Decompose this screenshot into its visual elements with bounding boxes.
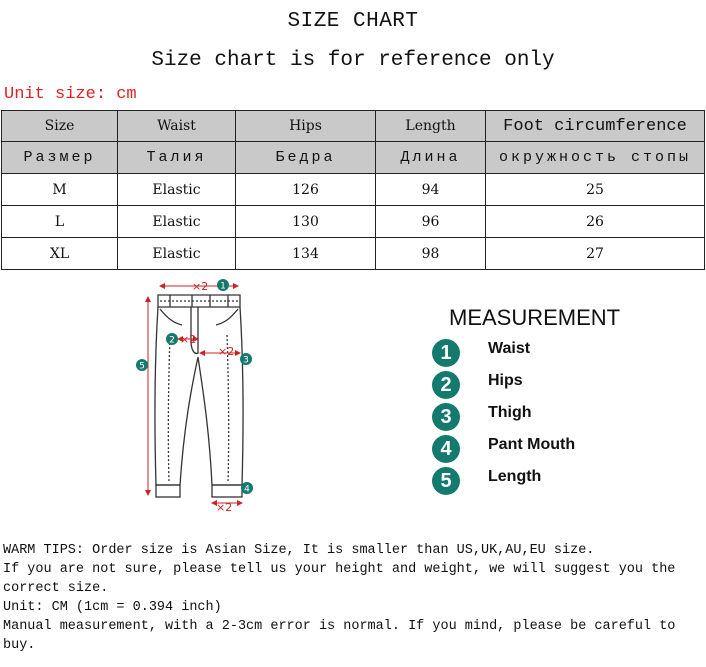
waist-x2-label: ×2 bbox=[192, 280, 209, 293]
table-row bbox=[2, 206, 705, 238]
header-foot: Foot circumference bbox=[486, 111, 705, 142]
measurement-label: Length bbox=[488, 468, 542, 485]
table-header-row-ru bbox=[2, 142, 705, 174]
svg-text:3: 3 bbox=[243, 355, 249, 366]
measurement-label: Pant Mouth bbox=[488, 436, 576, 453]
cell-waist: Elastic bbox=[118, 174, 236, 206]
cell-hips: 130 bbox=[236, 206, 376, 238]
header-hips-ru: Бедра bbox=[236, 142, 376, 174]
cell-hips: 134 bbox=[236, 238, 376, 270]
tip-line: Manual measurement, with a 2-3cm error is normal. If you mind, please be careful to buy. bbox=[3, 619, 676, 653]
svg-text:2: 2 bbox=[169, 335, 175, 346]
header-hips: Hips bbox=[236, 111, 376, 142]
cell-size: L bbox=[2, 206, 118, 238]
cell-length: 96 bbox=[376, 206, 486, 238]
hips-x2-label: ×2 bbox=[180, 333, 197, 346]
unit-label: Unit size: cm bbox=[4, 85, 137, 104]
header-length-ru: Длина bbox=[376, 142, 486, 174]
cell-foot: 25 bbox=[486, 174, 705, 206]
cell-length: 98 bbox=[376, 238, 486, 270]
svg-text:5: 5 bbox=[139, 361, 145, 372]
measurement-item bbox=[432, 339, 531, 367]
number-badge: 5 bbox=[432, 467, 460, 495]
page-title: SIZE CHART bbox=[287, 10, 419, 33]
cell-hips: 126 bbox=[236, 174, 376, 206]
cell-waist: Elastic bbox=[118, 206, 236, 238]
size-table bbox=[1, 110, 705, 270]
svg-text:1: 1 bbox=[220, 281, 226, 292]
svg-text:4: 4 bbox=[244, 484, 250, 495]
table-row bbox=[2, 174, 705, 206]
marker-2 bbox=[166, 333, 178, 346]
header-size: Size bbox=[2, 111, 118, 142]
cell-foot: 27 bbox=[486, 238, 705, 270]
thigh-x2-label: ×2 bbox=[218, 345, 235, 358]
header-waist: Waist bbox=[118, 111, 236, 142]
cell-length: 94 bbox=[376, 174, 486, 206]
table-row bbox=[2, 238, 705, 270]
pants-outline bbox=[155, 295, 243, 497]
number-badge: 3 bbox=[432, 403, 460, 431]
number-badge: 2 bbox=[432, 371, 460, 399]
marker-5 bbox=[136, 359, 148, 372]
header-size-ru: Размер bbox=[2, 142, 118, 174]
page-subtitle: Size chart is for reference only bbox=[151, 49, 555, 72]
warm-tips bbox=[3, 541, 703, 655]
table-header-row bbox=[2, 111, 705, 142]
measurement-title: MEASUREMENT bbox=[449, 305, 621, 330]
measurement-label: Hips bbox=[488, 372, 523, 389]
header-length: Length bbox=[376, 111, 486, 142]
number-badge: 4 bbox=[432, 435, 460, 463]
marker-4 bbox=[241, 482, 253, 495]
number-badge: 1 bbox=[432, 339, 460, 367]
measurement-label: Thigh bbox=[488, 404, 532, 421]
tip-line: Unit: CM (1cm = 0.394 inch) bbox=[3, 600, 222, 615]
tip-line: WARM TIPS: Order size is Asian Size, It is smaller than US,UK,AU,EU size. bbox=[3, 543, 595, 558]
measurement-item bbox=[432, 467, 542, 495]
measurement-item bbox=[432, 403, 532, 431]
measurement-label: Waist bbox=[488, 340, 531, 357]
mouth-x2-label: ×2 bbox=[216, 501, 233, 514]
cell-size: XL bbox=[2, 238, 118, 270]
header-foot-ru: окружность стопы bbox=[486, 142, 705, 174]
cell-waist: Elastic bbox=[118, 238, 236, 270]
measurement-item bbox=[432, 435, 576, 463]
measurement-item bbox=[432, 371, 523, 399]
marker-1 bbox=[217, 279, 229, 292]
cell-foot: 26 bbox=[486, 206, 705, 238]
pants-diagram bbox=[130, 275, 265, 515]
tip-line: If you are not sure, please tell us your height and weight, we will suggest you the correct size. bbox=[3, 562, 676, 596]
cell-size: M bbox=[2, 174, 118, 206]
header-waist-ru: Талия bbox=[118, 142, 236, 174]
